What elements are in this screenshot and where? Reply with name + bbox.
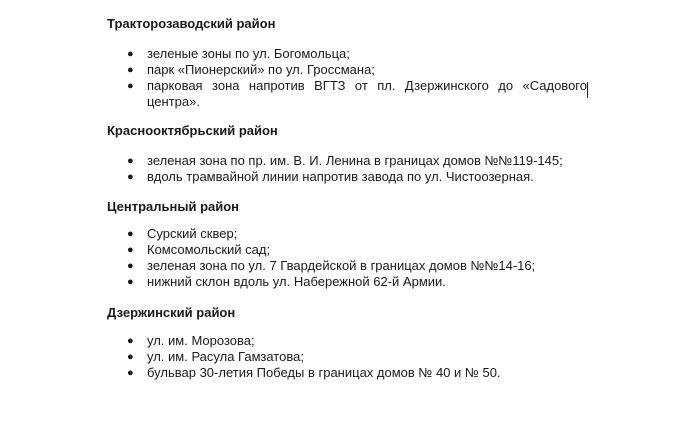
bullet-icon: ● xyxy=(127,64,134,76)
list-item-text: ул. им. Расула Гамзатова; xyxy=(147,349,304,364)
section-title-krasnooktyabrsky: Краснооктябрьский район xyxy=(107,123,278,138)
section-list-krasnooktyabrsky xyxy=(0,153,563,185)
bullet-icon: ● xyxy=(127,171,134,183)
list-item-text: ул. им. Морозова; xyxy=(147,333,255,348)
list-item xyxy=(0,46,587,62)
bullet-icon: ● xyxy=(127,260,134,272)
list-item xyxy=(0,242,535,258)
list-item xyxy=(0,153,563,169)
bullet-icon: ● xyxy=(127,228,134,240)
list-item-text: зеленая зона по ул. 7 Гвардейской в границах домов №№14-16; xyxy=(147,258,536,273)
list-item xyxy=(0,226,535,242)
list-item xyxy=(0,169,563,185)
list-item-text: Комсомольский сад; xyxy=(147,242,271,257)
list-item-text: парковая зона напротив ВГТЗ от пл. Дзержинского до «Садового центра». xyxy=(147,78,587,109)
list-item xyxy=(0,349,501,365)
list-item xyxy=(0,62,587,78)
bullet-icon: ● xyxy=(127,367,134,379)
list-item-text: зеленые зоны по ул. Богомольца; xyxy=(147,46,350,61)
list-item-text: зеленая зона по пр. им. В. И. Ленина в границах домов №№119-145; xyxy=(147,153,563,168)
list-item-text: Сурский сквер; xyxy=(147,226,238,241)
section-list-traktorozavodsky xyxy=(0,46,587,110)
bullet-icon: ● xyxy=(127,48,134,60)
bullet-icon: ● xyxy=(127,244,134,256)
list-item xyxy=(0,78,587,110)
bullet-icon: ● xyxy=(127,335,134,347)
list-item xyxy=(0,274,535,290)
list-item-text: парк «Пионерский» по ул. Гроссмана; xyxy=(147,62,375,77)
bullet-icon: ● xyxy=(127,155,134,167)
bullet-icon: ● xyxy=(127,276,134,288)
text-cursor xyxy=(587,82,588,98)
section-title-dzerzhinsky: Дзержинский район xyxy=(107,305,236,320)
list-item-text: вдоль трамвайной линии напротив завода по ул. Чистоозерная. xyxy=(147,169,534,184)
section-list-dzerzhinsky xyxy=(0,333,501,381)
list-item xyxy=(0,365,501,381)
section-list-tsentralny xyxy=(0,226,535,290)
section-title-tsentralny: Центральный район xyxy=(107,199,240,214)
list-item-text: бульвар 30-летия Победы в границах домов № 40 и № 50. xyxy=(147,365,501,380)
bullet-icon: ● xyxy=(127,80,134,92)
list-item-text: нижний склон вдоль ул. Набережной 62-й Армии. xyxy=(147,274,446,289)
list-item xyxy=(0,258,535,274)
section-title-traktorozavodsky: Тракторозаводский район xyxy=(107,16,276,31)
list-item xyxy=(0,333,501,349)
bullet-icon: ● xyxy=(127,351,134,363)
